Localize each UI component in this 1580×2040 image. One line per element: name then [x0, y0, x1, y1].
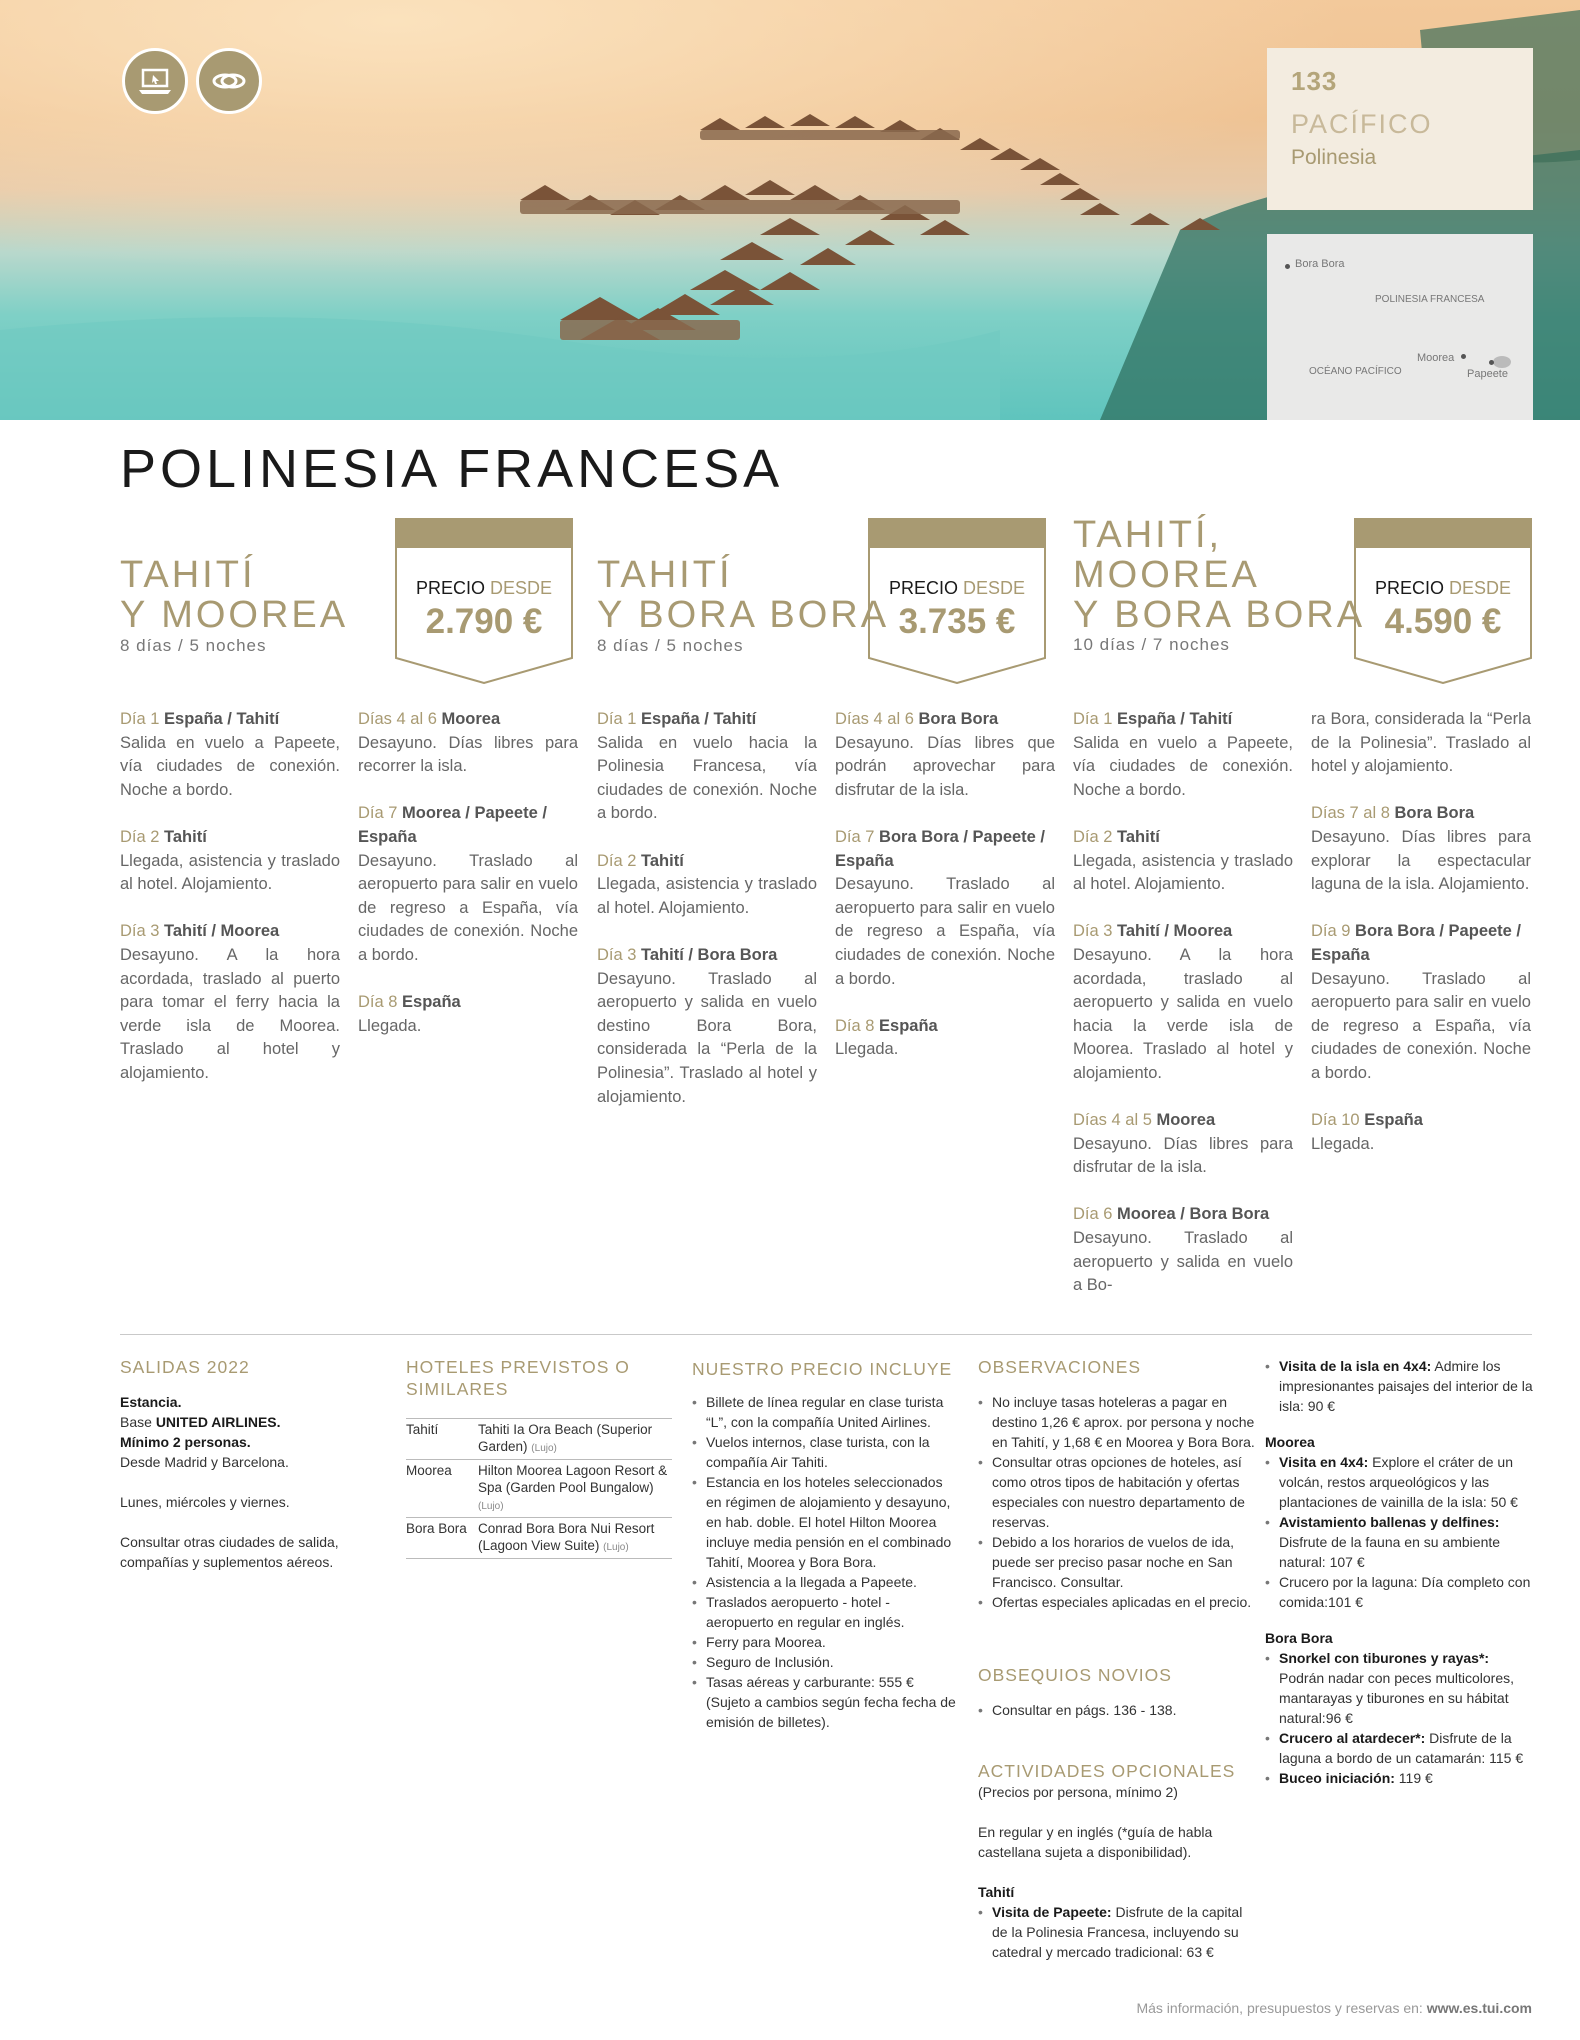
incluye-heading: NUESTRO PRECIO INCLUYE [692, 1359, 953, 1379]
salidas-line2: Base UNITED AIRLINES. [120, 1414, 281, 1430]
itinerary-day: Días 4 al 6 Bora Bora Desayuno. Días libres que podrán aprovechar para disfrutar de la isla. [835, 710, 1055, 799]
itinerary-day: Día 8 España Llegada. [358, 993, 461, 1035]
map-dot-bora-bora [1285, 264, 1290, 269]
observaciones-block [978, 1392, 1260, 1612]
list-item: • Snorkel con tiburones y rayas*: Podrán nadar con peces multicolores, mantarayas y tiburones en su hábitat natural:96 € [1265, 1648, 1537, 1728]
itinerary-day: Día 10 España Llegada. [1311, 1111, 1423, 1153]
package-3-title-line1: TAHITÍ, [1073, 514, 1223, 556]
itinerary-day: Día 3 Tahití / Bora Bora Desayuno. Traslado al aeropuerto y salida en vuelo destino Bora Bora, considerada la “Perla de la Polinesia”. Traslado al hotel y alojamiento. [597, 945, 817, 1106]
package-2-price: 3.735 € [898, 602, 1016, 641]
salidas-heading: SALIDAS 2022 [120, 1357, 250, 1377]
map-label-moorea: Moorea [1417, 352, 1455, 364]
tahiti-island-shape [1493, 356, 1511, 368]
actividades-intro: En regular y en inglés (*guía de habla castellana sujeta a disponibilidad). [978, 1824, 1213, 1860]
package-3-duration: 10 días / 7 noches [1073, 635, 1230, 654]
price-box-frame [1354, 518, 1532, 684]
package-2-title-line2: Y BORA BORA [597, 594, 890, 636]
list-item: • Consultar en págs. 136 - 138. [978, 1700, 1260, 1720]
itinerary-day: Días 4 al 5 Moorea Desayuno. Días libres para disfrutar de la isla. [1073, 1111, 1293, 1177]
salidas-block [120, 1392, 370, 1572]
itinerary-day: Día 2 Tahití Llegada, asistencia y traslado al hotel. Alojamiento. [597, 851, 817, 917]
itinerary-day: Día 9 Bora Bora / Papeete / España Desayuno. Traslado al aeropuerto para salir en vuelo de regreso a España, vía ciudades de conexión. Noche a bordo. [1311, 922, 1531, 1082]
list-item: • Consultar otras opciones de hoteles, así como otros tipos de habitación y ofertas especiales con nuestro departamento de reservas. [978, 1452, 1260, 1532]
page-number: 133 [1291, 66, 1338, 96]
footer-link[interactable]: www.es.tui.com [1426, 2000, 1532, 2016]
salidas-line5: Lunes, miércoles y viernes. [120, 1494, 290, 1510]
list-item: • Vuelos internos, clase turista, con la compañía Air Tahiti. [692, 1432, 958, 1472]
hotel-place: Tahití [406, 1422, 439, 1437]
package-3-price: 4.590 € [1384, 602, 1502, 641]
list-item: • Seguro de Inclusión. [692, 1652, 958, 1672]
map-label-bora-bora: Bora Bora [1295, 258, 1345, 270]
map-label-oceano: OCÉANO PACÍFICO [1309, 366, 1402, 377]
list-item: • Billete de línea regular en clase turista “L”, con la compañía United Airlines. [692, 1392, 958, 1432]
hotel-name: Hilton Moorea Lagoon Resort & Spa (Garden Pool Bungalow) (Lujo) [478, 1463, 668, 1512]
package-3-price-box [1354, 518, 1532, 684]
itinerary-package-1-col-b [358, 708, 578, 1062]
list-item: • Ferry para Moorea. [692, 1632, 958, 1652]
activity-group-bora-bora: Bora Bora [1265, 1630, 1333, 1646]
salidas-line1: Estancia. [120, 1394, 182, 1410]
observaciones-heading: OBSERVACIONES [978, 1357, 1142, 1377]
rings-badge-icon [196, 48, 262, 114]
itinerary-day: Día 1 España / Tahití Salida en vuelo a Papeete, vía ciudades de conexión. Noche a bordo. [120, 710, 340, 799]
list-item: • Buceo iniciación: 119 € [1265, 1768, 1537, 1788]
package-1-title [120, 555, 348, 635]
itinerary-package-3-col-b [1311, 708, 1531, 1180]
package-3-title [1073, 515, 1365, 635]
hotel-place: Moorea [406, 1463, 452, 1478]
table-row [406, 1518, 672, 1559]
map-dot-papeete [1489, 360, 1494, 365]
itinerary-day-continued: ra Bora, considerada la “Perla de la Polinesia”. Traslado al hotel y alojamiento. [1311, 710, 1531, 776]
hotel-name: Conrad Bora Bora Nui Resort (Lagoon View Suite) (Lujo) [478, 1521, 655, 1553]
footer-text: Más información, presupuestos y reservas en: [1136, 2000, 1427, 2016]
map-dot-moorea [1461, 354, 1466, 359]
itinerary-day: Días 7 al 8 Bora Bora Desayuno. Días libres para explorar la espectacular laguna de la isla. Alojamiento. [1311, 804, 1531, 894]
itinerary-day: Día 8 España Llegada. [835, 1016, 938, 1059]
package-2-title-line1: TAHITÍ [597, 554, 733, 596]
region-label: PACÍFICO [1291, 109, 1433, 139]
actividades-note: (Precios por persona, mínimo 2) [978, 1784, 1178, 1800]
salidas-line6: Consultar otras ciudades de salida, compañías y suplementos aéreos. [120, 1534, 339, 1570]
hero-image [0, 0, 1580, 420]
hoteles-heading: HOTELES PREVISTOS O SIMILARES [406, 1357, 630, 1399]
package-1-title-line2: Y MOOREA [120, 594, 349, 636]
package-1-price-box [395, 518, 573, 684]
price-box-frame [868, 518, 1046, 684]
page-title: POLINESIA FRANCESA [120, 439, 784, 499]
list-item: • Visita de la isla en 4x4: Admire los impresionantes paisajes del interior de la isla: 90 € [1265, 1356, 1537, 1416]
list-item: • Tasas aéreas y carburante: 555 € (Sujeto a cambios según fecha fecha de emisión de billetes). [692, 1672, 958, 1732]
list-item: • Visita de Papeete: Disfrute de la capital de la Polinesia Francesa, incluyendo su catedral y mercado tradicional: 63 € [978, 1902, 1260, 1962]
package-2-duration: 8 días / 5 noches [597, 636, 744, 655]
footer [1136, 2000, 1532, 2016]
actividades-block-2 [1265, 1356, 1537, 1788]
laptop-icon [135, 61, 175, 101]
section-divider [120, 1334, 1532, 1335]
obsequios-block [978, 1700, 1260, 1720]
package-1-duration: 8 días / 5 noches [120, 636, 267, 655]
price-box-frame [395, 518, 573, 684]
salidas-line4: Desde Madrid y Barcelona. [120, 1454, 289, 1470]
package-3-title-line2: MOOREA [1073, 554, 1260, 596]
subregion-label: Polinesia [1291, 146, 1377, 169]
incluye-block [692, 1392, 958, 1732]
page-tag [1267, 48, 1533, 210]
itinerary-day: Día 3 Tahití / Moorea Desayuno. A la hora acordada, traslado al puerto para tomar el ferry hacia la verde isla de Moorea. Traslado al hotel y alojamiento. [120, 922, 340, 1082]
salidas-line3: Mínimo 2 personas. [120, 1434, 251, 1450]
table-row [406, 1419, 672, 1460]
itinerary-package-3-col-a [1073, 708, 1293, 1321]
itinerary-day: Día 3 Tahití / Moorea Desayuno. A la hora acordada, traslado al aeropuerto y salida en vuelo hacia la verde isla de Moorea. Traslado al hotel y alojamiento. [1073, 922, 1293, 1082]
list-item: • Ofertas especiales aplicadas en el precio. [978, 1592, 1260, 1612]
package-3-title-line3: Y BORA BORA [1073, 594, 1366, 636]
itinerary-package-2-col-b [835, 708, 1055, 1086]
itinerary-day: Día 7 Moorea / Papeete / España Desayuno. Traslado al aeropuerto para salir en vuelo de regreso a España, vía ciudades de conexión. Noche a bordo. [358, 804, 578, 964]
itinerary-package-2-col-a [597, 708, 817, 1133]
package-1-price: 2.790 € [425, 602, 543, 641]
price-label: PRECIO DESDE [1374, 578, 1512, 598]
itinerary-day: Día 1 España / Tahití Salida en vuelo hacia la Polinesia Francesa, vía ciudades de conexión. Noche a bordo. [597, 710, 817, 823]
list-item: • Asistencia a la llegada a Papeete. [692, 1572, 958, 1592]
itinerary-day: Días 4 al 6 Moorea Desayuno. Días libres para recorrer la isla. [358, 710, 578, 776]
price-label: PRECIO DESDE [415, 578, 553, 598]
actividades-heading: ACTIVIDADES OPCIONALES [978, 1761, 1236, 1781]
activity-group-moorea: Moorea [1265, 1434, 1315, 1450]
location-map [1267, 234, 1533, 420]
package-2-price-box [868, 518, 1046, 684]
itinerary-day: Día 6 Moorea / Bora Bora Desayuno. Traslado al aeropuerto y salida en vuelo a Bo- [1073, 1205, 1293, 1295]
itinerary-day: Día 2 Tahití Llegada, asistencia y traslado al hotel. Alojamiento. [120, 827, 340, 894]
map-label-papeete: Papeete [1467, 368, 1508, 380]
list-item: • Traslados aeropuerto - hotel - aeropuerto en regular en inglés. [692, 1592, 958, 1632]
itinerary-day: Día 2 Tahití Llegada, asistencia y traslado al hotel. Alojamiento. [1073, 827, 1293, 894]
list-item: • No incluye tasas hoteleras a pagar en destino 1,26 € aprox. por persona y noche en Tahití, y 1,68 € en Moorea y Bora Bora. [978, 1392, 1260, 1452]
activity-group-tahiti: Tahití [978, 1884, 1015, 1900]
hotel-place: Bora Bora [406, 1521, 467, 1536]
hotels-table [406, 1418, 672, 1559]
actividades-block [978, 1782, 1260, 1962]
itinerary-day: Día 7 Bora Bora / Papeete / España Desayuno. Traslado al aeropuerto para salir en vuelo de regreso a España, vía ciudades de conexión. Noche a bordo. [835, 827, 1055, 988]
hotel-name: Tahiti Ia Ora Beach (Superior Garden) (Lujo) [478, 1422, 653, 1454]
list-item: • Visita en 4x4: Explore el cráter de un volcán, restos arqueológicos y las plantaciones de vainilla de la isla: 50 € [1265, 1452, 1537, 1512]
list-item: • Estancia en los hoteles seleccionados en régimen de alojamiento y desayuno, en hab. doble. El hotel Hilton Moorea incluye media pensión en el combinado Tahití, Moorea y Bora Bora. [692, 1472, 958, 1572]
obsequios-heading: OBSEQUIOS NOVIOS [978, 1665, 1172, 1685]
price-label: PRECIO DESDE [888, 578, 1026, 598]
list-item: • Debido a los horarios de vuelos de ida, puede ser preciso pasar noche en San Francisco. Consultar. [978, 1532, 1260, 1592]
rings-icon [209, 61, 249, 101]
laptop-badge-icon [122, 48, 188, 114]
itinerary-day: Día 1 España / Tahití Salida en vuelo a Papeete, vía ciudades de conexión. Noche a bordo. [1073, 710, 1293, 799]
package-2-title [597, 555, 889, 635]
list-item: • Crucero al atardecer*: Disfrute de la laguna a bordo de un catamarán: 115 € [1265, 1728, 1537, 1768]
list-item: • Avistamiento ballenas y delfines: Disfrute de la fauna en su ambiente natural: 107 € [1265, 1512, 1537, 1572]
table-row [406, 1460, 672, 1518]
itinerary-package-1-col-a [120, 708, 340, 1109]
list-item: • Crucero por la laguna: Día completo con comida:101 € [1265, 1572, 1537, 1612]
map-label-polinesia: POLINESIA FRANCESA [1375, 294, 1485, 305]
package-1-title-line1: TAHITÍ [120, 554, 256, 596]
